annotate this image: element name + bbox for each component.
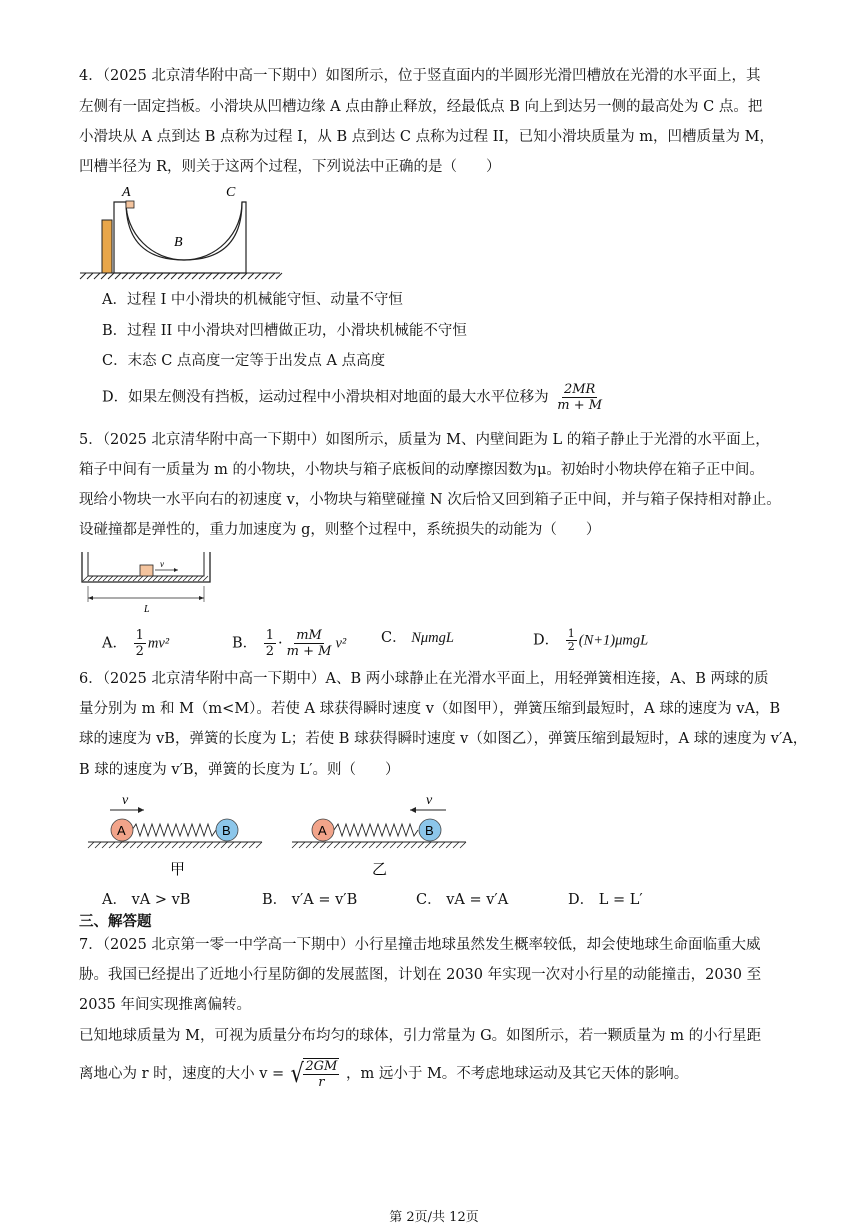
q4-line-4: 凹槽半径为 R，则关于这两个过程，下列说法中正确的是（ ） <box>79 159 501 175</box>
q7-line-1: 7．（2025 北京第一零一中学高一下期中）小行星撞击地球虽然发生概率较低，却会使地球生命面临重大威 <box>79 937 761 953</box>
q4-option-b: B．过程 II 中小滑块对凹槽做正功，小滑块机械能不守恒 <box>102 323 467 339</box>
q5-line-4: 设碰撞都是弹性的，重力加速度为 g，则整个过程中，系统损失的动能为（ ） <box>79 522 601 538</box>
label-c: C <box>226 185 236 200</box>
label-b: B <box>174 235 183 250</box>
q7-line-5-suffix: ，m 远小于 M。不考虑地球运动及其它天体的影响。 <box>345 1066 689 1082</box>
q4-option-d <box>102 382 606 413</box>
fraction-denominator: r <box>318 1075 325 1090</box>
fraction-denominator: m + M <box>286 644 332 659</box>
label-v: v <box>122 793 129 808</box>
label-v: v <box>426 793 433 808</box>
label-a: A <box>122 185 131 200</box>
option-expression: (N+1)μmgL <box>578 632 649 649</box>
fraction-numerator: 2MR <box>563 382 596 397</box>
ball-b-label: B <box>222 823 231 838</box>
ball-a-label: A <box>318 823 327 838</box>
q6-line-3: 球的速度为 vB，弹簧的长度为 L；若使 B 球获得瞬时速度 v（如图乙），弹簧压缩到最短时，A 球的速度为 v′A， <box>79 731 808 747</box>
slider-block <box>126 201 134 208</box>
fraction-numerator: 2GM <box>305 1059 338 1074</box>
spring <box>334 824 418 836</box>
q6-line-1: 6．（2025 北京清华附中高一下期中）A、B 两小球静止在光滑水平面上，用轻弹簧相连接，A、B 两球的质 <box>79 671 769 687</box>
q4-option-d-fraction <box>555 382 604 413</box>
fraction-numerator: mM <box>296 628 322 643</box>
q5-box-diagram <box>80 548 220 613</box>
q5-line-2: 箱子中间有一质量为 m 的小物块，小物块与箱子底板间的动摩擦因数为μ。初始时小物块停在箱子正中间。 <box>79 462 764 478</box>
q7-line-3: 2035 年间实现推离偏转。 <box>79 997 252 1013</box>
option-letter: B． <box>232 635 258 652</box>
q4-line-3: 小滑块从 A 点到达 B 点称为过程 I，从 B 点到达 C 点称为过程 II，已知小滑块质量为 m，凹槽质量为 M， <box>79 129 774 145</box>
q6-option-b: B． v′A = v′B <box>262 892 358 908</box>
fraction-numerator: 1 <box>265 628 275 643</box>
label-l: L <box>144 604 150 615</box>
fraction-half <box>134 628 146 659</box>
q6-diagram-yi <box>290 790 470 880</box>
q4-line-2: 左侧有一固定挡板。小滑块从凹槽边缘 A 点由静止释放，经最低点 B 向上到达另一侧的最高处为 C 点。把 <box>79 99 763 115</box>
fraction-denominator: 2 <box>265 644 275 659</box>
spring <box>132 824 216 836</box>
q6-line-4: B 球的速度为 v′B，弹簧的长度为 L′。则（ ） <box>79 762 400 778</box>
small-block <box>140 565 153 576</box>
q6-diagram-jia <box>86 790 266 880</box>
fraction-denominator: 2 <box>135 644 144 659</box>
q5-line-3: 现给小物块一水平向右的初速度 v，小物块与箱壁碰撞 N 次后恰又回到箱子正中间，并与箱子保持相对静止。 <box>79 492 781 508</box>
q5-option-a <box>102 628 169 659</box>
q6-option-d: D． L = L′ <box>568 892 643 908</box>
fraction-denominator: 2 <box>567 640 575 653</box>
q4-option-c: C．末态 C 点高度一定等于出发点 A 点高度 <box>102 353 386 369</box>
q4-option-a: A．过程 I 中小滑块的机械能守恒、动量不守恒 <box>102 292 403 308</box>
fraction-numerator: 1 <box>135 628 144 643</box>
option-expression: v² <box>335 635 347 652</box>
option-letter: C． <box>381 630 407 646</box>
option-letter: D． <box>533 632 560 649</box>
label-v: v <box>160 559 164 569</box>
caption-yi: 乙 <box>372 860 388 878</box>
q4-groove-diagram <box>78 180 288 280</box>
q4-option-d-text: D．如果左侧没有挡板，运动过程中小滑块相对地面的最大水平位移为 <box>102 389 549 406</box>
sqrt-expression: √ $\frac{2GM}{r}$ <box>290 1059 338 1090</box>
q5-option-d <box>533 628 648 653</box>
section-heading: 三、解答题 <box>79 914 152 930</box>
fixed-baffle <box>102 220 112 273</box>
option-expression: mv² <box>147 635 170 652</box>
fraction-mass <box>285 628 334 659</box>
caption-jia: 甲 <box>170 860 186 878</box>
fraction-half <box>264 628 276 659</box>
q6-option-a: A． vA > vB <box>102 892 191 908</box>
fraction-denominator: m + M <box>557 398 603 413</box>
ball-a-label: A <box>117 823 126 838</box>
q7-line-4: 已知地球质量为 M，可视为质量分布均匀的球体，引力常量为 G。如图所示，若一颗质量为 m 的小行星距 <box>79 1028 762 1044</box>
q7-line-5-prefix: 离地心为 r 时，速度的大小 v = <box>79 1066 285 1082</box>
q5-option-c <box>381 628 454 648</box>
fraction-half <box>566 628 577 653</box>
q5-line-1: 5．（2025 北京清华附中高一下期中）如图所示，质量为 M、内壁间距为 L 的箱子静止于光滑的水平面上， <box>79 432 770 448</box>
option-expression: NμmgL <box>411 630 454 646</box>
page-footer: 第 2页/共 12页 <box>389 1210 479 1225</box>
q6-option-c: C． vA = v′A <box>416 892 509 908</box>
ball-b-label: B <box>425 823 434 838</box>
option-letter: A． <box>102 635 127 652</box>
q7-line-2: 胁。我国已经提出了近地小行星防御的发展蓝图，计划在 2030 年实现一次对小行星的动能撞击，2030 至 <box>79 967 762 983</box>
fraction-numerator: 1 <box>567 627 575 640</box>
q6-line-2: 量分别为 m 和 M（m<M）。若使 A 球获得瞬时速度 v（如图甲），弹簧压缩到最短时，A 球的速度为 vA，B <box>79 701 781 717</box>
sqrt-fraction <box>303 1058 339 1090</box>
q5-option-b: B． $\frac{1}{2}$ · $\frac{mM}{m + M}$ v² <box>232 628 347 659</box>
q7-line-5 <box>79 1058 688 1090</box>
q4-line-1: 4．（2025 北京清华附中高一下期中）如图所示，位于竖直面内的半圆形光滑凹槽放在光滑的水平面上，其 <box>79 68 761 84</box>
